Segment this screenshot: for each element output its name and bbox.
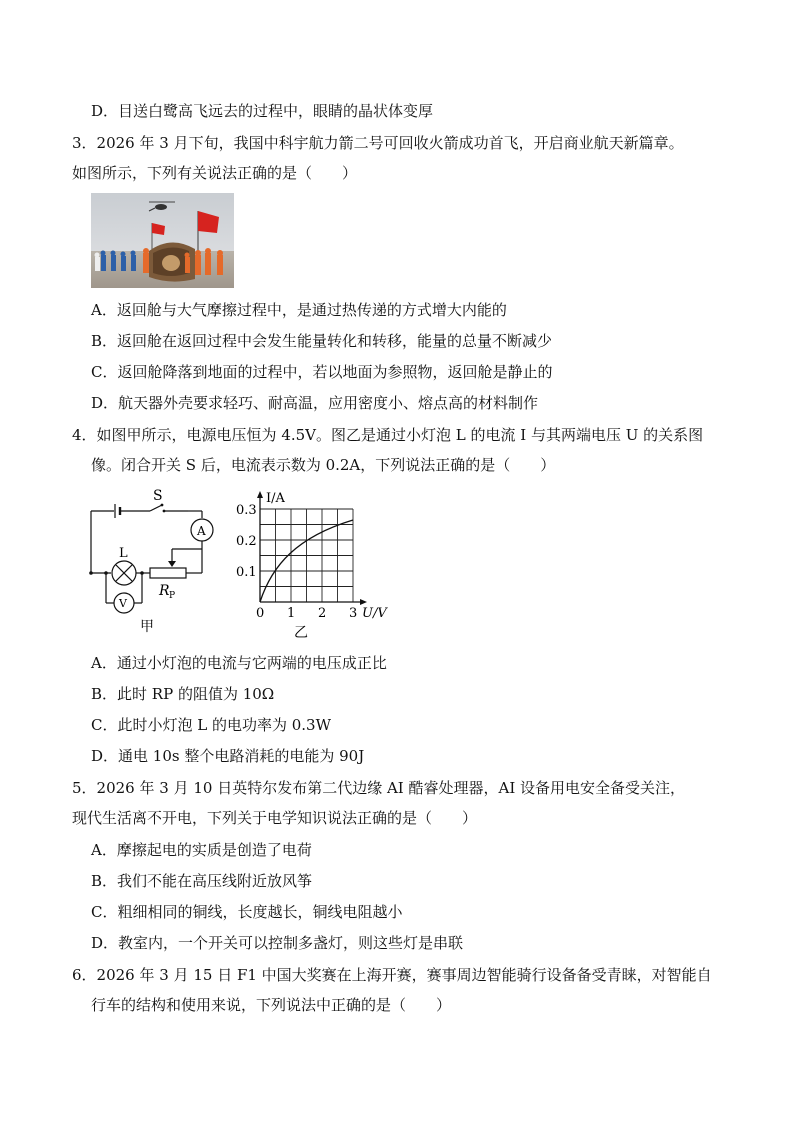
question-4-option-c: C．此时小灯泡 L 的电功率为 0.3W [91,716,332,734]
x-axis-label: U/V [362,606,387,621]
question-2-option-d: D．目送白鹭高飞远去的过程中，眼睛的晶状体变厚 [91,102,434,120]
ammeter-label: A [197,524,206,538]
x-tick-1: 1 [287,606,296,621]
question-6-stem-cont: 行车的结构和使用来说，下列说法中正确的是（ ） [91,996,452,1014]
question-4-option-b: B．此时 RP 的阻值为 10Ω [91,685,275,703]
figure-b-caption: 乙 [294,625,308,640]
y-tick-0.1: 0.1 [236,565,257,580]
voltmeter-label: V [119,597,127,610]
question-3-option-d: D．航天器外壳要求轻巧、耐高温，应用密度小、熔点高的材料制作 [91,394,539,412]
question-5-option-d: D．教室内，一个开关可以控制多盏灯，则这些灯是串联 [91,934,464,952]
y-tick-0.2: 0.2 [236,534,257,549]
capsule-landing-photo [91,193,234,288]
x-tick-0: 0 [256,606,265,621]
question-4-option-d: D．通电 10s 整个电路消耗的电能为 90J [91,747,365,765]
question-3-stem-cont: 如图所示，下列有关说法正确的是（ ） [72,164,358,182]
rheostat-label: R [159,583,170,599]
question-4-option-a: A．通过小灯泡的电流与它两端的电压成正比 [91,654,387,672]
question-5-option-b: B．我们不能在高压线附近放风筝 [91,872,313,890]
question-4-stem-cont: 像。闭合开关 S 后，电流表示数为 0.2A，下列说法正确的是（ ） [91,456,556,474]
question-6-stem: 6．2026 年 3 月 15 日 F1 中国大奖赛在上海开赛，赛事周边智能骑行设备备受青睐，对智能自 [72,966,712,984]
question-5-stem-cont: 现代生活离不开电，下列关于电学知识说法正确的是（ ） [72,809,478,827]
question-3-option-c: C．返回舱降落到地面的过程中，若以地面为参照物，返回舱是静止的 [91,363,553,381]
lamp-label: L [119,546,128,561]
y-tick-0.3: 0.3 [236,503,257,518]
question-5-option-c: C．粗细相同的铜线，长度越长，铜线电阻越小 [91,903,403,921]
circuit-diagram [86,485,226,640]
rheostat-subscript: P [169,591,176,601]
question-5-option-a: A．摩擦起电的实质是创造了电荷 [91,841,312,859]
question-3-option-a: A．返回舱与大气摩擦过程中，是通过热传递的方式增大内能的 [91,301,507,319]
question-3-option-b: B．返回舱在返回过程中会发生能量转化和转移，能量的总量不断减少 [91,332,553,350]
question-3-stem: 3．2026 年 3 月下旬，我国中科宇航力箭二号可回收火箭成功首飞，开启商业航天新篇章。 [72,134,684,152]
x-tick-2: 2 [318,606,327,621]
question-5-stem: 5．2026 年 3 月 10 日英特尔发布第二代边缘 AI 酷睿处理器，AI 设备用电安全备受关注， [72,779,686,797]
current-voltage-graph [232,485,397,640]
switch-label: S [153,488,163,504]
y-axis-label: I/A [266,491,285,506]
figure-a-caption: 甲 [140,619,154,635]
question-4-stem: 4．如图甲所示，电源电压恒为 4.5V。图乙是通过小灯泡 L 的电流 I 与其两端电压 U 的关系图 [72,426,704,444]
x-tick-3: 3 [349,606,358,621]
